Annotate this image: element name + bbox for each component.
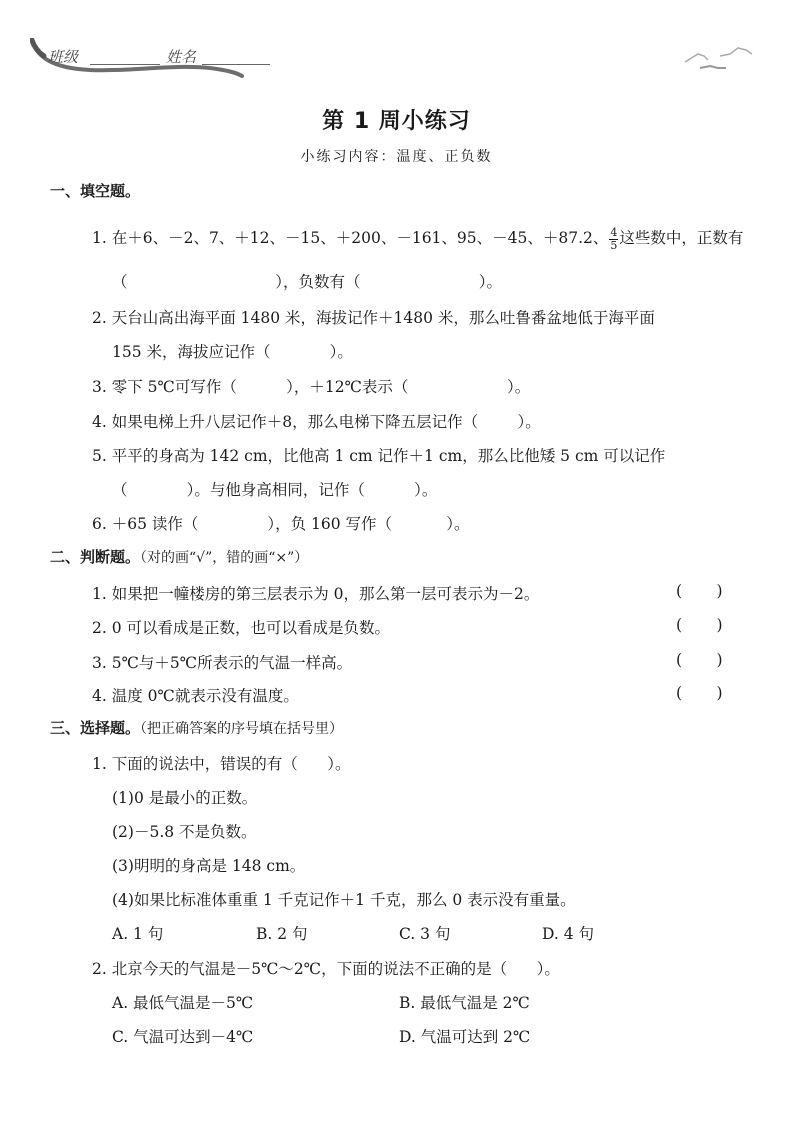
choice-option-d[interactable]: D. 4 句 [542,925,595,943]
fill-question-2-answer-line[interactable]: 155 米，海拔应记作（ ）。 [112,343,353,361]
question-text: 1. 在＋6、－2、7、＋12、－15、＋200、－161、95、－45、＋87.2、 [92,229,609,247]
judge-answer-box-1[interactable]: ( ) [676,582,723,600]
mountain-decoration-icon [680,40,780,80]
class-label: 班级 [48,48,79,66]
name-label: 姓名 [166,48,197,66]
fraction [609,227,618,252]
fill-question-3[interactable]: 3. 零下 5℃可写作（ ），＋12℃表示（ ）。 [92,378,531,396]
section-fill-in-heading [50,180,140,201]
section-multiple-choice-heading [50,717,343,738]
judge-question-3: 3. 5℃与＋5℃所表示的气温一样高。 [92,654,353,672]
choice-statement-4: (4)如果比标准体重重 1 千克记作＋1 千克，那么 0 表示没有重量。 [112,891,576,909]
judge-question-2: 2. 0 可以看成是正数，也可以看成是负数。 [92,619,391,637]
section-instruction: （把正确答案的序号填在括号里） [140,721,344,737]
choice-option-c[interactable]: C. 气温可达到－4℃ [112,1028,254,1046]
class-input-line[interactable] [90,64,160,65]
section-title: 二、判断题。 [50,548,141,566]
choice-question-1-stem[interactable]: 1. 下面的说法中，错误的有（ ）。 [92,755,351,773]
judge-question-1: 1. 如果把一幢楼房的第三层表示为 0，那么第一层可表示为－2。 [92,585,540,603]
choice-statement-3: (3)明明的身高是 148 cm。 [112,857,306,875]
section-instruction: （对的画“√”，错的画“×”） [140,550,309,566]
fill-question-6[interactable]: 6. ＋65 读作（ ），负 160 写作（ ）。 [92,515,470,533]
fraction-numerator: 4 [610,225,618,239]
choice-statement-2: (2)－5.8 不是负数。 [112,823,257,841]
choice-option-c[interactable]: C. 3 句 [399,925,451,943]
fill-question-4[interactable]: 4. 如果电梯上升八层记作＋8，那么电梯下降五层记作（ ）。 [92,413,541,431]
fill-question-5: 5. 平平的身高为 142 cm，比他高 1 cm 记作＋1 cm，那么比他矮 5 cm 可以记作 [92,447,666,465]
judge-question-4: 4. 温度 0℃就表示没有温度。 [92,687,299,705]
choice-option-a[interactable]: A. 1 句 [112,925,164,943]
fill-question-2: 2. 天台山高出海平面 1480 米，海拔记作＋1480 米，那么吐鲁番盆地低于海平面 [92,309,655,327]
judge-answer-box-2[interactable]: ( ) [676,616,723,634]
fill-question-1 [92,226,743,252]
fill-question-5-answer-line[interactable]: （ ）。与他身高相同，记作（ ）。 [112,481,438,499]
choice-option-d[interactable]: D. 气温可达到 2℃ [399,1028,531,1046]
section-true-false-heading [50,546,308,567]
page-subtitle: 小练习内容：温度、正负数 [300,149,493,165]
choice-option-a[interactable]: A. 最低气温是－5℃ [112,994,254,1012]
page-title: 第 1 周小练习 [322,109,471,134]
section-title: 三、选择题。 [50,719,141,737]
header-class-name-fields [30,38,280,78]
choice-option-b[interactable]: B. 最低气温是 2℃ [399,994,530,1012]
judge-answer-box-4[interactable]: ( ) [676,684,723,702]
fill-question-1-answer-line[interactable]: （ ），负数有（ ）。 [112,273,503,291]
question-text: 这些数中，正数有 [619,229,744,247]
choice-statement-1: (1)0 是最小的正数。 [112,789,258,807]
choice-question-2-stem[interactable]: 2. 北京今天的气温是－5℃～2℃，下面的说法不正确的是（ ）。 [92,960,560,978]
fraction-denominator: 5 [610,238,618,252]
choice-option-b[interactable]: B. 2 句 [256,925,308,943]
name-input-line[interactable] [202,64,270,65]
judge-answer-box-3[interactable]: ( ) [676,651,723,669]
section-title: 一、填空题。 [50,182,141,200]
